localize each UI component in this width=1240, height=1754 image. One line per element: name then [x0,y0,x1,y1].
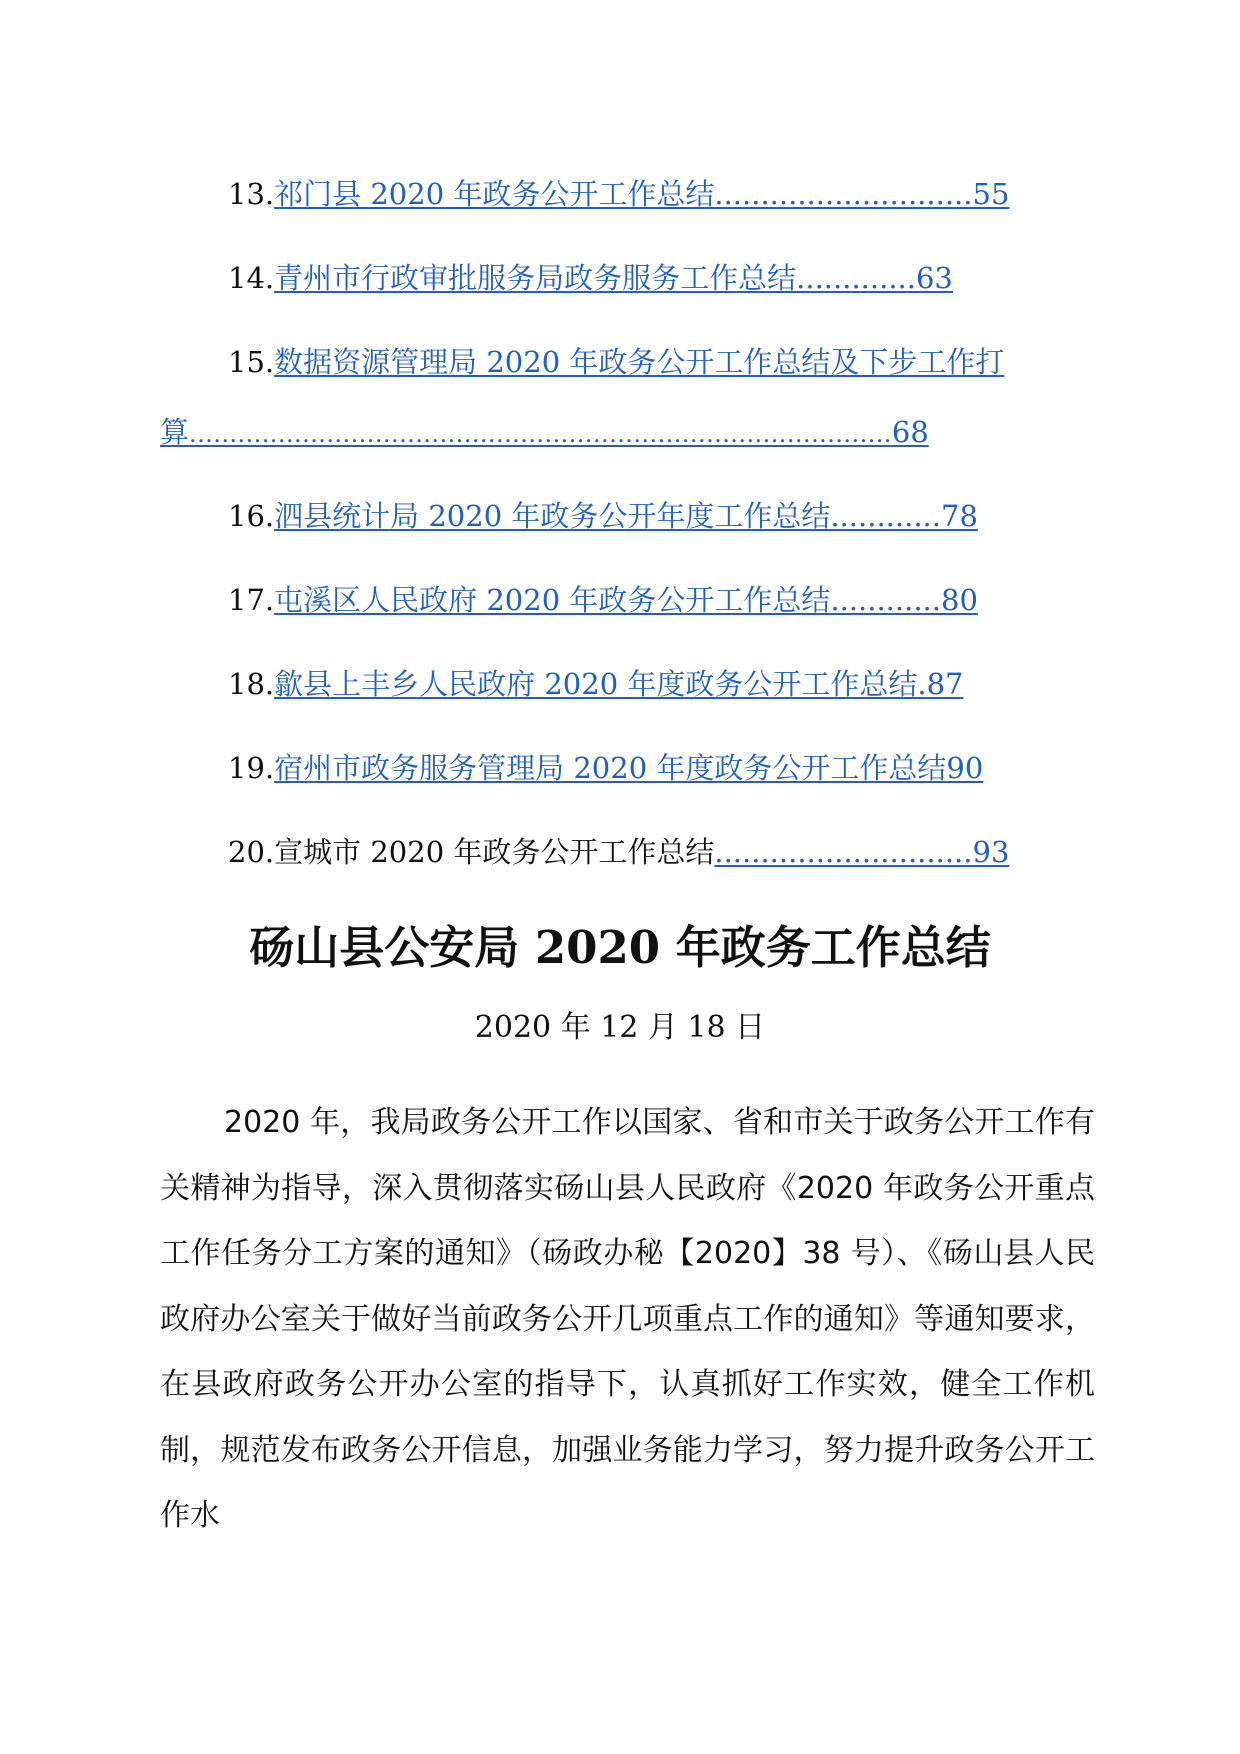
toc-entry-link[interactable]: 祁门县 2020 年政务公开工作总结............................55 [274,177,1010,211]
toc-entry-number: 17. [228,583,275,617]
article-body-text: 2020 年，我局政务公开工作以国家、省和市关于政务公开工作有关精神为指导，深入贯彻落实砀山县人民政府《2020 年政务公开重点工作任务分工方案的通知》（砀政办秘【2020】38 号）、《砀山县人民政府办公室关于做好当前政务公开几项重点工作的通知》等通知要求，在县政府政务公开办公室的指导下，认真抓好工作实效，健全工作机制，规范发布政务公开信息，加强业务能力学习，努力提升政务公开工作水 [160,1105,1095,1533]
toc-entry-number: 14. [228,261,275,295]
toc-entry-13[interactable] [228,172,1028,216]
toc-entry-link[interactable]: 泗县统计局 2020 年政务公开年度工作总结............78 [274,499,978,533]
toc-entry-18[interactable] [228,662,1028,706]
toc-entry-19[interactable] [228,746,1108,790]
toc-entry-16[interactable] [228,494,1028,538]
toc-entry-17[interactable] [228,578,1028,622]
toc-entry-number: 15. [228,345,275,379]
toc-entry-link[interactable]: 数据资源管理局 2020 年政务公开工作总结及下步工作打 [274,345,1005,379]
article-body [160,1090,1095,1549]
article-title: 砀山县公安局 2020 年政务工作总结 [249,921,991,974]
toc-entry-number: 18. [228,667,275,701]
toc-entry-page-link[interactable]: ............................93 [714,835,1010,869]
toc-entry-link[interactable]: 歙县上丰乡人民政府 2020 年度政务公开工作总结.87 [274,667,964,701]
toc-entry-number: 19. [228,751,275,785]
toc-entry-15-continued[interactable] [160,410,1030,454]
toc-entry-text: 宣城市 2020 年政务公开工作总结 [274,835,715,869]
toc-entry-link[interactable]: 算.......................................................................................68 [160,415,929,449]
toc-entry-15[interactable] [228,340,1108,384]
toc-entry-20[interactable] [228,830,1028,874]
toc-entry-link[interactable]: 屯溪区人民政府 2020 年政务公开工作总结............80 [274,583,978,617]
toc-entry-number: 13. [228,177,275,211]
article-date: 2020 年 12 月 18 日 [474,1010,766,1045]
toc-entry-14[interactable] [228,256,1028,300]
toc-entry-link[interactable]: 青州市行政审批服务局政务服务工作总结.............63 [274,261,953,295]
toc-entry-number: 16. [228,499,275,533]
toc-entry-number: 20. [228,835,275,869]
toc-entry-link[interactable]: 宿州市政务服务管理局 2020 年度政务公开工作总结90 [274,751,984,785]
